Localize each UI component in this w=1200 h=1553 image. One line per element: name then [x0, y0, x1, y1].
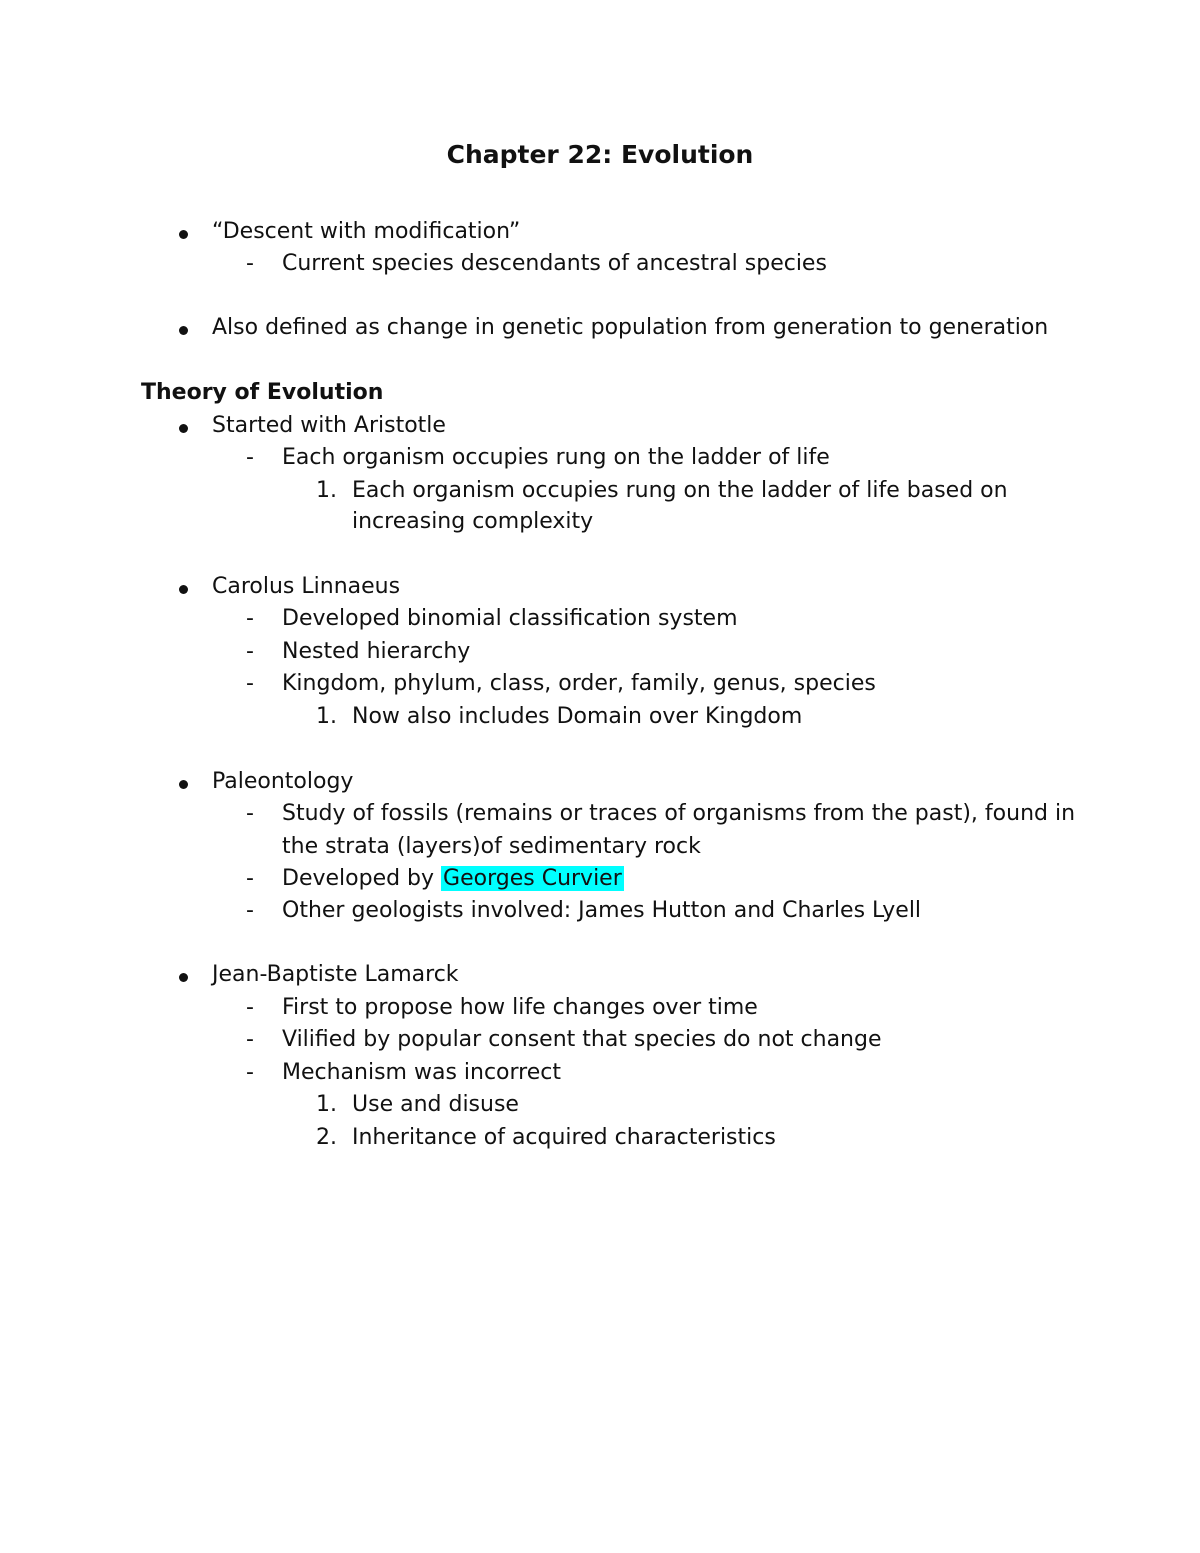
bullet-descent: “Descent with modification”	[212, 219, 521, 244]
dash-marker: -	[246, 866, 254, 891]
dash-marker: -	[246, 1060, 254, 1085]
bullet-also-defined: Also defined as change in genetic population from generation to generation	[212, 315, 1049, 340]
sub-kingdom-list: Kingdom, phylum, class, order, family, genus, species	[282, 671, 876, 696]
sub-mechanism: Mechanism was incorrect	[282, 1060, 561, 1085]
bullet-aristotle: Started with Aristotle	[212, 413, 446, 438]
bullet-icon	[179, 326, 188, 335]
sub-current-species: Current species descendants of ancestral species	[282, 251, 827, 276]
dash-marker: -	[246, 995, 254, 1020]
page-title: Chapter 22: Evolution	[446, 140, 754, 169]
sub-ladder-of-life: Each organism occupies rung on the ladder of life	[282, 445, 830, 470]
list-number: 2.	[316, 1125, 337, 1150]
dash-marker: -	[246, 671, 254, 696]
dash-marker: -	[246, 606, 254, 631]
sub-other-geologists: Other geologists involved: James Hutton and Charles Lyell	[282, 898, 922, 923]
bullet-linnaeus: Carolus Linnaeus	[212, 574, 401, 599]
bullet-paleontology: Paleontology	[212, 769, 354, 794]
bullet-icon	[179, 230, 188, 239]
bullet-icon	[179, 585, 188, 594]
list-number: 1.	[316, 1092, 337, 1117]
sub-first-to-propose: First to propose how life changes over time	[282, 995, 758, 1020]
numbered-use-disuse: Use and disuse	[352, 1092, 519, 1117]
sub-developed-by	[282, 863, 624, 895]
bullet-icon	[179, 424, 188, 433]
bullet-lamarck: Jean-Baptiste Lamarck	[212, 962, 459, 987]
list-number: 1.	[316, 478, 337, 503]
dash-marker: -	[246, 639, 254, 664]
sub-binomial: Developed binomial classification system	[282, 606, 738, 631]
numbered-inheritance: Inheritance of acquired characteristics	[352, 1125, 776, 1150]
list-number: 1.	[316, 704, 337, 729]
sub-fossils-line2: the strata (layers)of sedimentary rock	[282, 834, 701, 859]
sub-fossils-line1: Study of fossils (remains or traces of organisms from the past), found in	[282, 801, 1076, 826]
section-heading-theory: Theory of Evolution	[141, 380, 384, 405]
dash-marker: -	[246, 898, 254, 923]
bullet-icon	[179, 780, 188, 789]
dash-marker: -	[246, 445, 254, 470]
dash-marker: -	[246, 251, 254, 276]
sub-nested-hierarchy: Nested hierarchy	[282, 639, 471, 664]
numbered-domain: Now also includes Domain over Kingdom	[352, 704, 803, 729]
developed-by-prefix: Developed by	[282, 866, 442, 891]
sub-vilified: Vilified by popular consent that species do not change	[282, 1027, 882, 1052]
numbered-ladder-line2: increasing complexity	[352, 509, 594, 534]
dash-marker: -	[246, 801, 254, 826]
dash-marker: -	[246, 1027, 254, 1052]
highlighted-name: Georges Curvier	[443, 866, 622, 891]
bullet-icon	[179, 973, 188, 982]
numbered-ladder-line1: Each organism occupies rung on the ladder of life based on	[352, 478, 1008, 503]
